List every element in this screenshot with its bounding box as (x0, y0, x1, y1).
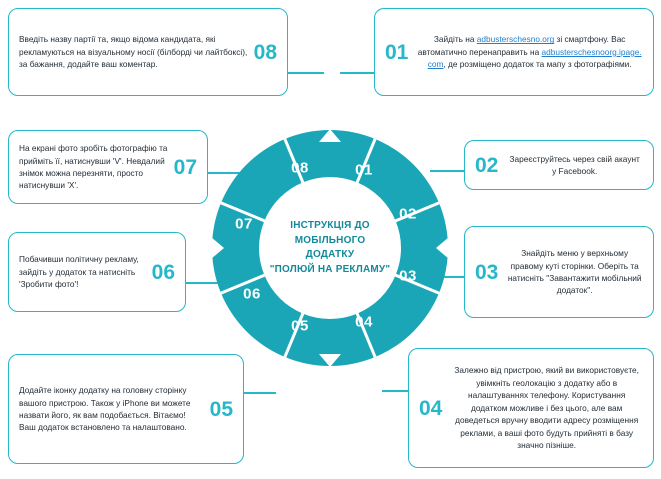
callout-01-part-1: Зайдіть на (433, 34, 477, 45)
ring-number-08[interactable]: 08 (291, 159, 309, 177)
ring-number-06[interactable]: 06 (243, 285, 261, 303)
connector-05 (244, 392, 276, 394)
callout-step-04[interactable] (408, 348, 654, 468)
notch-left (211, 237, 224, 259)
ring-number-05[interactable]: 05 (291, 317, 309, 335)
callout-step-01[interactable] (374, 8, 654, 96)
callout-08-number: 08 (253, 40, 277, 64)
callout-01-number: 01 (385, 40, 409, 64)
callout-08-text: Введіть назву партії та, якщо відома кандидата, які рекламуються на візуальному носії (білборді чи лайтбоксі), за бажання, додайте ваш коментар. (19, 34, 248, 70)
ring-number-07[interactable]: 07 (235, 215, 253, 233)
callout-04-text: Залежно від пристрою, який ви використовуєте, увімкніть геолокацію з додатку або в налаштуваннях телефону. Користування додатком можливе і без цього, але вам доведеться вручну вводити адресу розміщення реклами, а ваші фото будуть прийняті в базу значно пізніше. (454, 365, 639, 451)
callout-step-06[interactable] (8, 232, 186, 312)
callout-step-02[interactable] (464, 140, 654, 190)
callout-01-text (416, 33, 643, 70)
connector-01 (340, 72, 374, 74)
callout-step-05[interactable] (8, 354, 244, 464)
center-line-2: МОБІЛЬНОГО ДОДАТКУ (294, 234, 366, 260)
callout-03-number: 03 (475, 260, 499, 284)
callout-06-number: 06 (151, 260, 175, 284)
callout-03-text: Знайдіть меню у верхньому правому куті сторінки. Оберіть та натисніть "Завантажити мобільний додаток". (507, 248, 642, 296)
callout-06-text: Побачивши політичну рекламу, зайдіть у додаток та натисніть 'Зробити фото'! (19, 254, 139, 290)
callout-step-08[interactable] (8, 8, 288, 96)
cycle-donut (212, 130, 448, 366)
callout-step-03[interactable] (464, 226, 654, 318)
donut-center-label (259, 177, 401, 319)
ring-number-04[interactable]: 04 (355, 313, 373, 331)
notch-right (436, 237, 449, 259)
callout-04-number: 04 (419, 396, 443, 420)
ring-number-02[interactable]: 02 (399, 205, 417, 223)
connector-08 (288, 72, 324, 74)
callout-05-text: Додайте іконку додатку на головну сторінку вашого пристрою. Також у iPhone ви можете назвати його, як вам подобається. Вітаємо! Ваш додаток встановлено та налаштовано. (19, 385, 191, 433)
callout-07-text: На екрані фото зробіть фотографію та прийміть її, натиснувши 'V'. Невдалий знімок можна перезняти, просто натиснувши 'Х'. (19, 143, 168, 191)
notch-top (319, 129, 341, 142)
callout-step-07[interactable] (8, 130, 208, 204)
ring-number-01[interactable]: 01 (355, 161, 373, 179)
link-adbusterschesno[interactable]: adbusterschesno.org (476, 34, 555, 45)
callout-05-number: 05 (209, 397, 233, 421)
link-adbusterschesnoorg-ipage[interactable]: adbusterschesnoorg.ipage.com (427, 46, 642, 70)
callout-02-text: Зареєструйтесь через свій акаунт у Facebook. (509, 153, 640, 176)
callout-02-number: 02 (475, 153, 499, 177)
notch-bottom (319, 354, 341, 367)
center-line-3: "ПОЛЮЙ НА РЕКЛАМУ" (269, 263, 391, 275)
center-line-1: ІНСТРУКЦІЯ ДО (290, 220, 370, 231)
connector-04 (382, 390, 408, 392)
callout-07-number: 07 (173, 155, 197, 179)
ring-number-03[interactable]: 03 (399, 267, 417, 285)
callout-01-part-5: , де розміщено додаток та мапу з фотографіями. (443, 59, 632, 70)
callout-01-part-3: зі смартфону. Вас автоматично перенаправить на (417, 34, 626, 57)
